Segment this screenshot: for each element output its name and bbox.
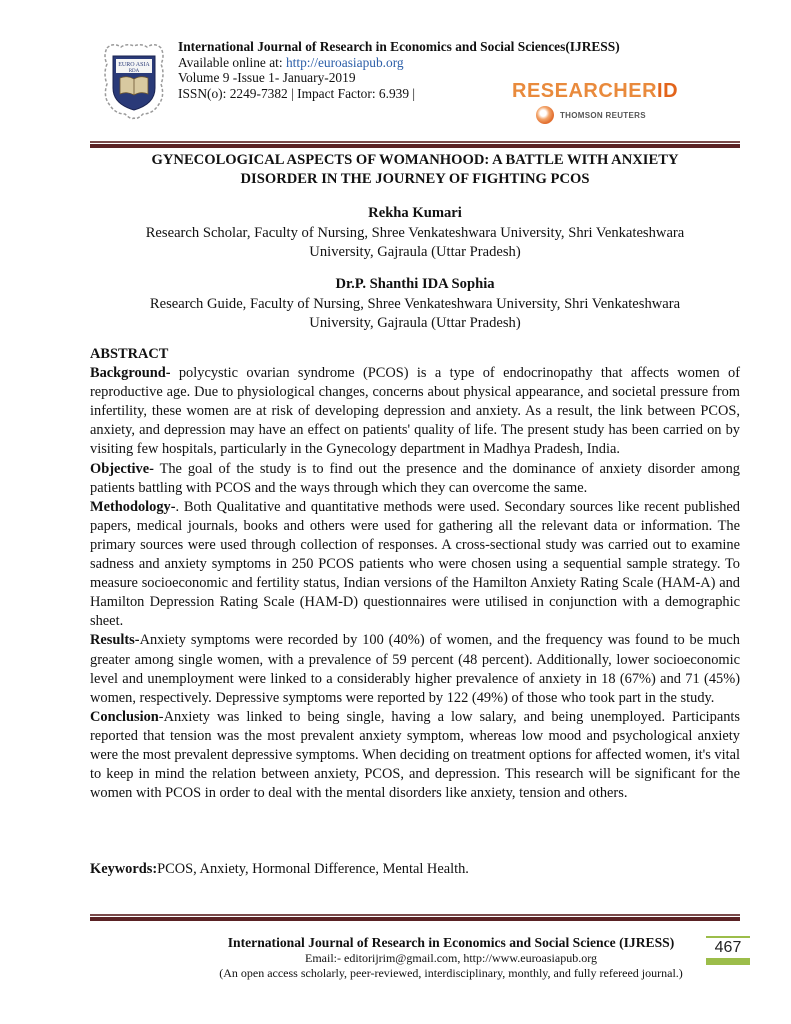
- abstract-methodology: [90, 498, 740, 632]
- keywords-label: Keywords:: [90, 861, 158, 877]
- author-affiliation: Research Scholar, Faculty of Nursing, Shree Venkateshwara University, Shri Venkateshwara: [145, 224, 685, 241]
- author-block: [90, 275, 740, 334]
- keywords: [90, 861, 469, 878]
- section-text: . Both Qualitative and quantitative methods were used. Secondary sources like recent published papers, medical journals, books and others were used for gathering all the relevant data or information. The primary sources were used through collection of responses. A cross-sectional study was carried out to examine sadness and anxiety symptoms in 250 PCOS patients who were chosen using a sequential sample strategy. To measure socioeconomic and fertility status, Indian versions of the Hamilton Anxiety Rating Scale (HAM-A) and Hamilton Depression Rating Scale (HAM-D) questionnaires were utilised in conjunction with a demographic sheet.: [90, 498, 740, 630]
- page-number-bottom-bar: [706, 958, 750, 965]
- section-text: Anxiety symptoms were recorded by 100 (40%) of women, and the frequency was found to be much greater among single women, with a prevalence of 59 percent (48 percent). Additionally, lower socioeconomic level and unemployment were linked to a considerably higher prevalence of anxiety in 18 (67%) and 71 (45%) women, respectively. Depressive symptoms were reported by 122 (49%) of those who took part in the study.: [90, 632, 740, 706]
- paper-title: [90, 151, 740, 189]
- author-affiliation: University, Gajraula (Uttar Pradesh): [309, 315, 521, 331]
- journal-url-link[interactable]: http://euroasiapub.org: [285, 54, 404, 70]
- footer-divider: [90, 914, 740, 921]
- abstract-heading: ABSTRACT: [90, 346, 169, 362]
- author-name: Dr.P. Shanthi IDA Sophia: [335, 276, 495, 292]
- footer-contact: Email:- editorijrim@gmail.com, http://www.euroasiapub.org: [305, 951, 597, 965]
- abstract-conclusion: [90, 708, 740, 803]
- author-block: [90, 204, 740, 263]
- author-affiliation: Research Guide, Faculty of Nursing, Shree Venkateshwara University, Shri Venkateshwara: [149, 295, 681, 312]
- available-prefix: Available online at:: [178, 54, 286, 70]
- paper-title-line-2: DISORDER IN THE JOURNEY OF FIGHTING PCOS: [240, 171, 590, 187]
- abstract-objective: [90, 460, 740, 498]
- logo-text-1: EURO ASIA: [118, 62, 150, 68]
- author-name: Rekha Kumari: [368, 205, 462, 221]
- abstract: [90, 345, 740, 803]
- footer-journal-title: International Journal of Research in Economics and Social Science (IJRESS): [227, 935, 675, 950]
- page-footer: [90, 935, 740, 980]
- abstract-results: [90, 631, 740, 707]
- researcherid-main: RESEARCHER: [512, 80, 658, 102]
- logo-text-2: RDA: [128, 69, 140, 74]
- section-text: -Anxiety was linked to being single, having a low salary, and being unemployed. Participants reported that tension was the most prevalent anxiety symptom, whereas low mood and psychological anxiety were the most prevalent depressive symptoms. When deciding on treatment options for affected women, it's vital to keep in mind the relation between anxiety, PCOS, and depression. This research will be significant for the women with PCOS in order to deal with the mental disorders like anxiety, tension and others.: [90, 708, 740, 802]
- header-divider: [90, 141, 740, 148]
- section-label: Background-: [90, 365, 171, 382]
- author-affiliation: University, Gajraula (Uttar Pradesh): [309, 244, 521, 260]
- thomson-reuters-icon: [536, 106, 554, 124]
- section-text: polycystic ovarian syndrome (PCOS) is a type of endocrinopathy that affects women of reproductive age. Due to physiological changes, concerns about physical appearance, and societal pressure from infertility, these women are at risk of developing depression and anxiety. As a result, the link between PCOS, anxiety, and depression may have an effect on patients' quality of life. The present study has been carried on by visiting few hospitals, particularly in the Gynecology department in Madhya Pradesh, India.: [90, 365, 740, 458]
- paper-title-line-1: GYNECOLOGICAL ASPECTS OF WOMANHOOD: A BATTLE WITH ANXIETY: [151, 152, 679, 168]
- section-text: The goal of the study is to find out the presence and the dominance of anxiety disorder among patients battling with PCOS and the ways through which they can overcome the same.: [90, 460, 740, 496]
- available-online: [178, 55, 620, 71]
- thomson-reuters-text: THOMSON REUTERS: [560, 110, 646, 120]
- researcherid-logo: [512, 80, 679, 124]
- page-number: [706, 936, 750, 965]
- section-label: Results-: [90, 632, 140, 649]
- section-label: Methodology-: [90, 498, 176, 515]
- footer-description: (An open access scholarly, peer-reviewed, interdisciplinary, monthly, and fully refereed journal.): [219, 965, 683, 980]
- issn-impact: ISSN(o): 2249-7382 | Impact Factor: 6.939 |: [178, 85, 416, 101]
- keywords-text: PCOS, Anxiety, Hormonal Difference, Mental Health.: [157, 861, 469, 877]
- abstract-background: [90, 364, 740, 459]
- journal-title: International Journal of Research in Economics and Social Sciences(IJRESS): [178, 39, 620, 54]
- journal-header: [0, 0, 791, 140]
- section-label: Objective-: [90, 460, 154, 477]
- researcherid-suffix: ID: [657, 80, 679, 102]
- volume-issue: Volume 9 -Issue 1- January-2019: [178, 70, 356, 85]
- page-number-value: 467: [714, 939, 742, 956]
- euro-asia-logo: [103, 42, 165, 120]
- section-label: Conclusion: [90, 708, 159, 725]
